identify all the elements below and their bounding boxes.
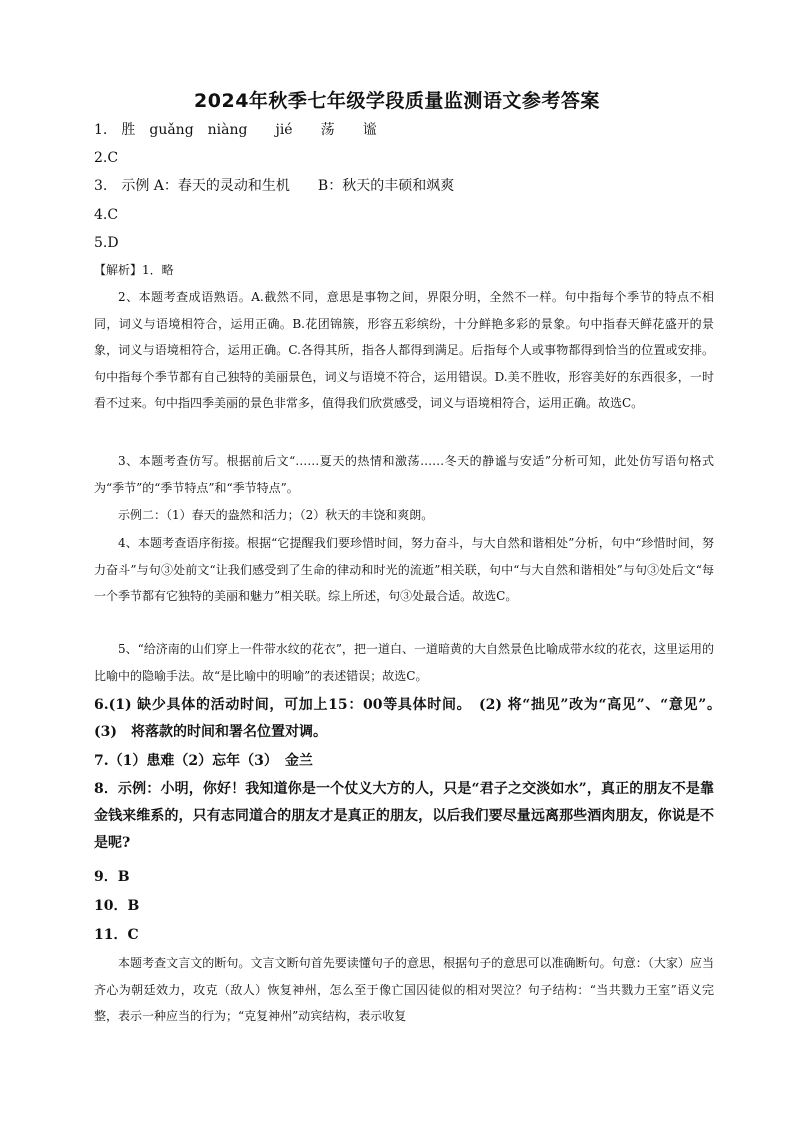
analysis-q2: 2、本题考查成语熟语。A.截然不同，意思是事物之间，界限分明，全然不一样。句中指每个季节的特点不相同，词义与语境相符合，运用正确。B.花团锦簇，形容五彩缤纷，十分鲜艳多彩的景象。句中指春天鲜花盛开的景象，词义与语境相符合，运用正确。C.各得其所，指各人都得到满足。后指每个人或事物都得到恰当的位置或安排。句中指每个季节都有自己独特的美丽景色，词义与语境不符合，运用错误。D.美不胜收，形容美好的东西很多，一时看不过来。句中指四季美丽的景色非常多，值得我们欣赏感受，词义与语境相符合，运用正确。故选C。 xyxy=(94,290,714,410)
answer-q8: 8．示例：小明，你好！我知道你是一个仗义大方的人，只是“君子之交淡如水”，真正的朋友不是靠金钱来维系的，只有志同道合的朋友才是真正的朋友，以后我们要尽量远离那些酒肉朋友，你说是不是呢? xyxy=(94,781,714,851)
analysis-q3-example: 示例二：（1）春天的盎然和活力；（2）秋天的丰饶和爽朗。 xyxy=(118,508,434,522)
answer-q2: 2.C xyxy=(94,150,119,166)
answer-q10: 10．B xyxy=(94,898,140,914)
answer-q6: 6.(1) 缺少具体的活动时间，可加上15：00等具体时间。 (2) 将“拙见”改为“高见”、“意见”。 (3) 将落款的时间和署名位置对调。 xyxy=(94,697,728,740)
answer-q1: 1. 胜 guǎng niàng jié 荡 谧 xyxy=(94,122,377,138)
page-title: 2024年秋季七年级学段质量监测语文参考答案 xyxy=(194,90,600,112)
answer-q7: 7.（1）患难（2）忘年（3） 金兰 xyxy=(94,753,313,769)
analysis-q5: 5、“给济南的山们穿上一件带水纹的花衣”，把一道白、一道暗黄的大自然景色比喻成带水纹的花衣，这里运用的比喻中的隐喻手法。故“是比喻中的明喻”的表述错误；故选C。 xyxy=(94,642,714,683)
answer-q3: 3. 示例 A：春天的灵动和生机 B：秋天的丰硕和飒爽 xyxy=(94,178,455,194)
answer-q4: 4.C xyxy=(94,207,119,223)
analysis-q3: 3、本题考查仿写。根据前后文“……夏天的热情和激荡……冬天的静谧与安适”分析可知，此处仿写语句格式为“季节”的“季节特点”和“季节特点”。 xyxy=(94,454,714,495)
analysis-heading: 【解析】1．略 xyxy=(94,263,174,277)
answer-q9: 9．B xyxy=(94,869,130,885)
analysis-q4: 4、本题考查语序衔接。根据“它提醒我们要珍惜时间，努力奋斗，与大自然和谐相处”分析，句中“珍惜时间，努力奋斗”与句③处前文“让我们感受到了生命的律动和时光的流逝”相关联，句中“与大自然和谐相处”与句③处后文“每一个季节都有它独特的美丽和魅力”相关联。综上所述，句③处最合适。故选C。 xyxy=(94,536,714,603)
answer-q5: 5.D xyxy=(94,235,119,251)
analysis-q11: 本题考查文言文的断句。文言文断句首先要读懂句子的意思，根据句子的意思可以准确断句。句意：（大家）应当齐心为朝廷效力，攻克（敌人）恢复神州，怎么至于像亡国囚徒似的相对哭泣？句子结构：“当共戮力王室”语义完整，表示一种应当的行为；“克复神州”动宾结构，表示收复 xyxy=(94,956,714,1023)
answer-q11: 11．C xyxy=(94,927,139,943)
